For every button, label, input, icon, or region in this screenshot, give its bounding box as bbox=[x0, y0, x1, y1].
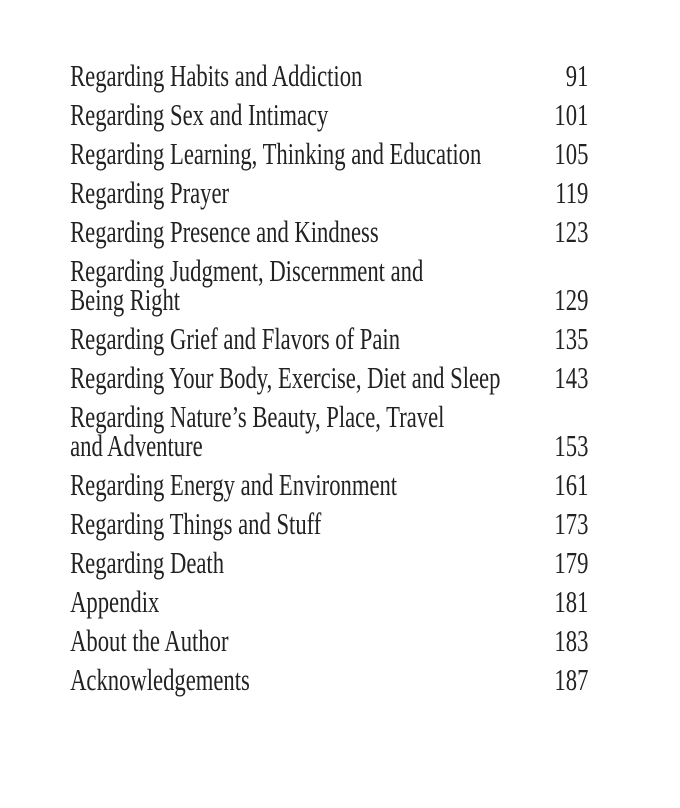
toc-entry-title bbox=[70, 399, 530, 463]
toc-entry bbox=[70, 584, 589, 619]
toc-entry-title-line: Regarding Death bbox=[70, 545, 225, 580]
toc-entry bbox=[70, 58, 589, 93]
toc-entry-title bbox=[70, 253, 530, 317]
toc-entry-page-number: 181 bbox=[554, 584, 589, 619]
toc-entry-page-number: 123 bbox=[554, 214, 589, 249]
toc-entry-title-line: and Adventure bbox=[70, 428, 203, 463]
toc-entry-title bbox=[70, 175, 530, 210]
toc-entry-page-number: 179 bbox=[554, 545, 589, 580]
toc-entry-title-line: Regarding Your Body, Exercise, Diet and Sleep bbox=[70, 360, 501, 395]
toc-entry-title bbox=[70, 467, 530, 502]
toc-entry bbox=[70, 253, 589, 317]
toc-entry-title-line: Regarding Sex and Intimacy bbox=[70, 97, 329, 132]
toc-entry-title-line: Acknowledgements bbox=[70, 662, 250, 697]
toc-entry-title-line: Regarding Learning, Thinking and Education bbox=[70, 136, 482, 171]
toc-entry bbox=[70, 399, 589, 463]
toc-entry-title bbox=[70, 58, 530, 93]
toc-entry bbox=[70, 467, 589, 502]
toc-entry-page-number: 91 bbox=[565, 58, 589, 93]
toc-entry-title-line: Regarding Judgment, Discernment and bbox=[70, 253, 424, 288]
toc-entry-page-number: 135 bbox=[554, 321, 589, 356]
toc-entry-title-line: Regarding Energy and Environment bbox=[70, 467, 398, 502]
toc-entry-title bbox=[70, 97, 530, 132]
toc-entry-page-number: 105 bbox=[554, 136, 589, 171]
toc-entry-title bbox=[70, 136, 530, 171]
toc-entry-page-number: 101 bbox=[554, 97, 589, 132]
toc-entry-title bbox=[70, 321, 530, 356]
toc-entry-title bbox=[70, 360, 530, 395]
toc-entry-page-number: 153 bbox=[554, 428, 589, 463]
toc-entry-title-line: Regarding Presence and Kindness bbox=[70, 214, 379, 249]
toc-entry-page-number: 173 bbox=[554, 506, 589, 541]
toc-entry bbox=[70, 136, 589, 171]
toc-entry-title-line: Being Right bbox=[70, 282, 181, 317]
toc-entry bbox=[70, 175, 589, 210]
toc-entry-page-number: 183 bbox=[554, 623, 589, 658]
toc-entry-title bbox=[70, 584, 530, 619]
toc-entry bbox=[70, 321, 589, 356]
toc-entry bbox=[70, 545, 589, 580]
toc-entry-title-line: Regarding Grief and Flavors of Pain bbox=[70, 321, 401, 356]
toc-entry-title bbox=[70, 623, 530, 658]
toc-entry bbox=[70, 360, 589, 395]
toc-entry bbox=[70, 97, 589, 132]
toc-entry-page-number: 143 bbox=[554, 360, 589, 395]
toc-entry-page-number: 119 bbox=[555, 175, 589, 210]
toc-entry bbox=[70, 506, 589, 541]
toc-entry-title-line: Regarding Nature’s Beauty, Place, Travel bbox=[70, 399, 445, 434]
toc-entry-title-line: Appendix bbox=[70, 584, 160, 619]
toc-entry-title-line: Regarding Things and Stuff bbox=[70, 506, 322, 541]
toc-entry bbox=[70, 214, 589, 249]
toc-entry-title-line: Regarding Prayer bbox=[70, 175, 230, 210]
toc-entry-title bbox=[70, 506, 530, 541]
toc-entry bbox=[70, 623, 589, 658]
toc-entry-title bbox=[70, 662, 530, 697]
toc-entry-title bbox=[70, 214, 530, 249]
toc-entry bbox=[70, 662, 589, 697]
toc-entry-title bbox=[70, 545, 530, 580]
toc-entry-title-line: About the Author bbox=[70, 623, 229, 658]
toc-entry-title-line: Regarding Habits and Addiction bbox=[70, 58, 363, 93]
toc-entry-page-number: 129 bbox=[554, 282, 589, 317]
toc-entry-page-number: 187 bbox=[554, 662, 589, 697]
toc-entry-page-number: 161 bbox=[554, 467, 589, 502]
